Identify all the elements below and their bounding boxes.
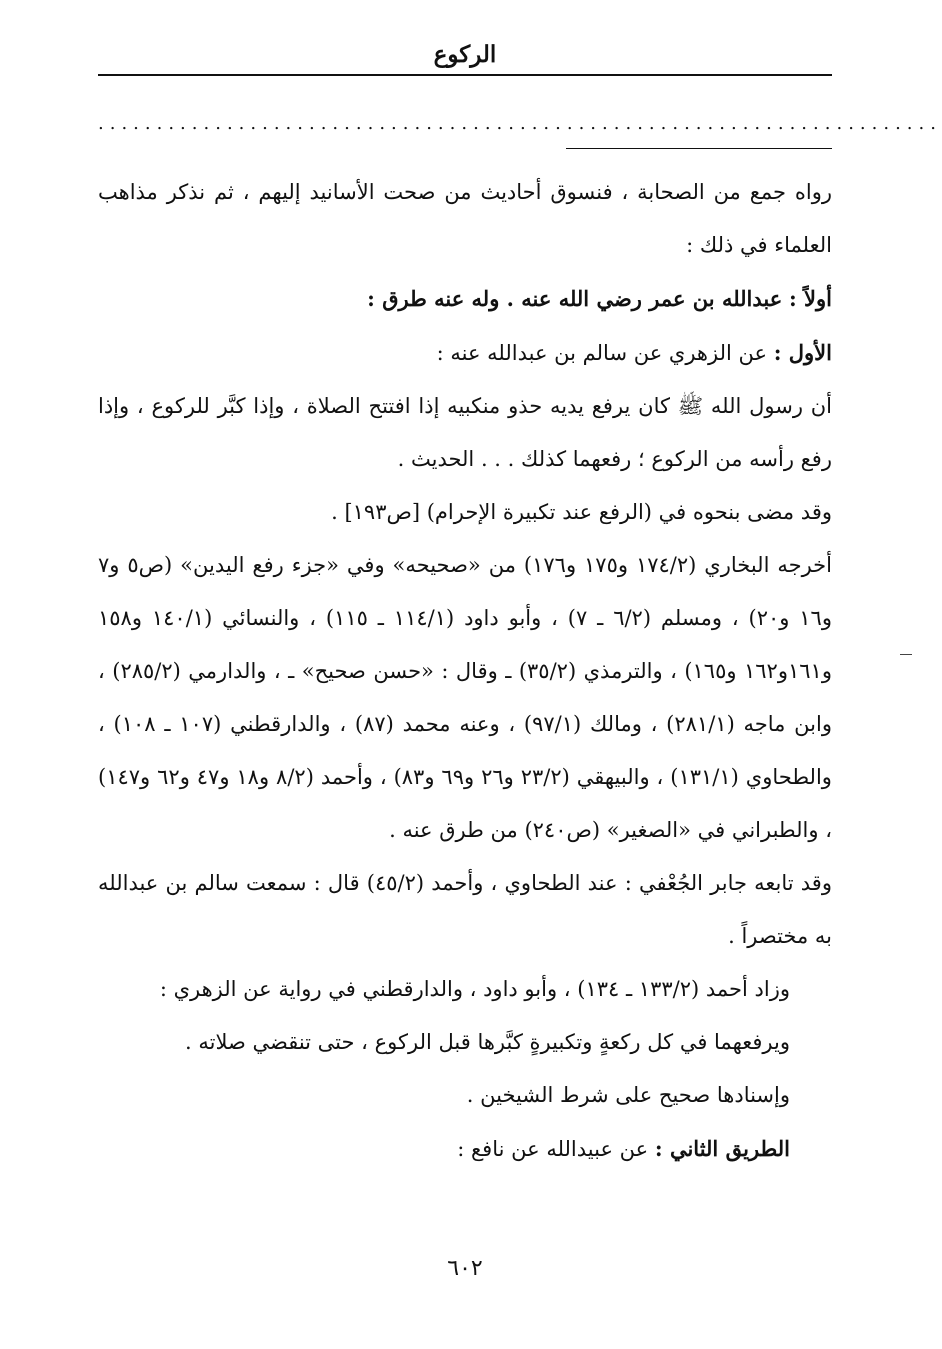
label-first-route: الأول :: [773, 340, 832, 365]
paragraph-addition: وزاد أحمد (١٣٣/٢ ـ ١٣٤) ، وأبو داود ، والدارقطني في رواية عن الزهري :: [159, 977, 790, 1001]
paragraph-second-route: [98, 1122, 832, 1176]
margin-mark: [900, 654, 912, 655]
paragraph-hadith: أن رسول الله ﷺ كان يرفع يديه حذو منكبيه إذا افتتح الصلاة ، وإذا كبَّر للركوع ، وإذا رفع رأسه من الركوع ؛ رفعهما كذلك . . . الحديث .: [98, 394, 832, 471]
first-companion-text: عبدالله بن عمر رضي الله عنه . وله عنه طرق :: [367, 286, 783, 311]
paragraph-first-companion: [98, 272, 832, 326]
page-header-title: الركوع: [433, 41, 497, 68]
paragraph-intro: رواه جمع من الصحابة ، فنسوق أحاديث من صحت الأسانيد إليهم ، ثم نذكر مذاهب العلماء في ذلك :: [98, 180, 832, 257]
paragraph-isnad-note: وإسنادها صحيح على شرط الشيخين .: [466, 1083, 790, 1107]
first-route-text: عن الزهري عن سالم بن عبدالله عنه :: [436, 341, 768, 365]
paragraph-addition-text: ويرفعهما في كل ركعةٍ وتكبيرةٍ كبَّرها قبل الركوع ، حتى تنقضي صلاته .: [184, 1030, 790, 1054]
second-route-text: عن عبيدالله عن نافع :: [457, 1137, 649, 1161]
page-number: ٦٠٢: [447, 1256, 483, 1281]
paragraph-cross-reference: وقد مضى بنحوه في (الرفع عند تكبيرة الإحرام) [ص١٩٣] .: [331, 500, 832, 524]
label-second-route: الطريق الثاني :: [654, 1136, 790, 1161]
paragraph-takhrij: أخرجه البخاري (١٧٤/٢ و١٧٥ و١٧٦) من «صحيحه» وفي «جزء رفع اليدين» (ص٥ و٧ و١٦ و٢٠) ، ومسلم (٦/٢ ـ ٧) ، وأبو داود (١١٤/١ ـ ١١٥) ، والنسائي (١٤٠/١ و١٥٨ و١٦١و١٦٢ و١٦٥) ، والترمذي (٣٥/٢) ـ وقال : «حسن صحيح» ـ ، والدارمي (٢٨٥/٢) ، وابن ماجه (٢٨١/١) ، ومالك (٩٧/١) ، وعنه محمد (٨٧) ، والدارقطني (١٠٧ ـ ١٠٨) ، والطحاوي (١٣١/١) ، والبيهقي (٢٣/٢ و٢٦ و٦٩ و٨٣) ، وأحمد (٨/٢ و١٨ و٤٧ و٦٢ و١٤٧) ، والطبراني في «الصغير» (ص٢٤٠) من طرق عنه .: [98, 553, 832, 842]
paragraph-corroboration: وقد تابعه جابر الجُعْفي : عند الطحاوي ، وأحمد (٤٥/٢) قال : سمعت سالم بن عبدالله به مختصراً .: [98, 871, 832, 948]
paragraph-first-route: [98, 326, 832, 380]
book-page: [98, 0, 942, 1349]
main-text: [98, 166, 832, 1176]
footnote-rule: [566, 148, 832, 149]
header-rule: [98, 74, 832, 76]
label-first: أولاً :: [788, 286, 832, 311]
dotted-separator: ........................................................................: [98, 113, 942, 134]
